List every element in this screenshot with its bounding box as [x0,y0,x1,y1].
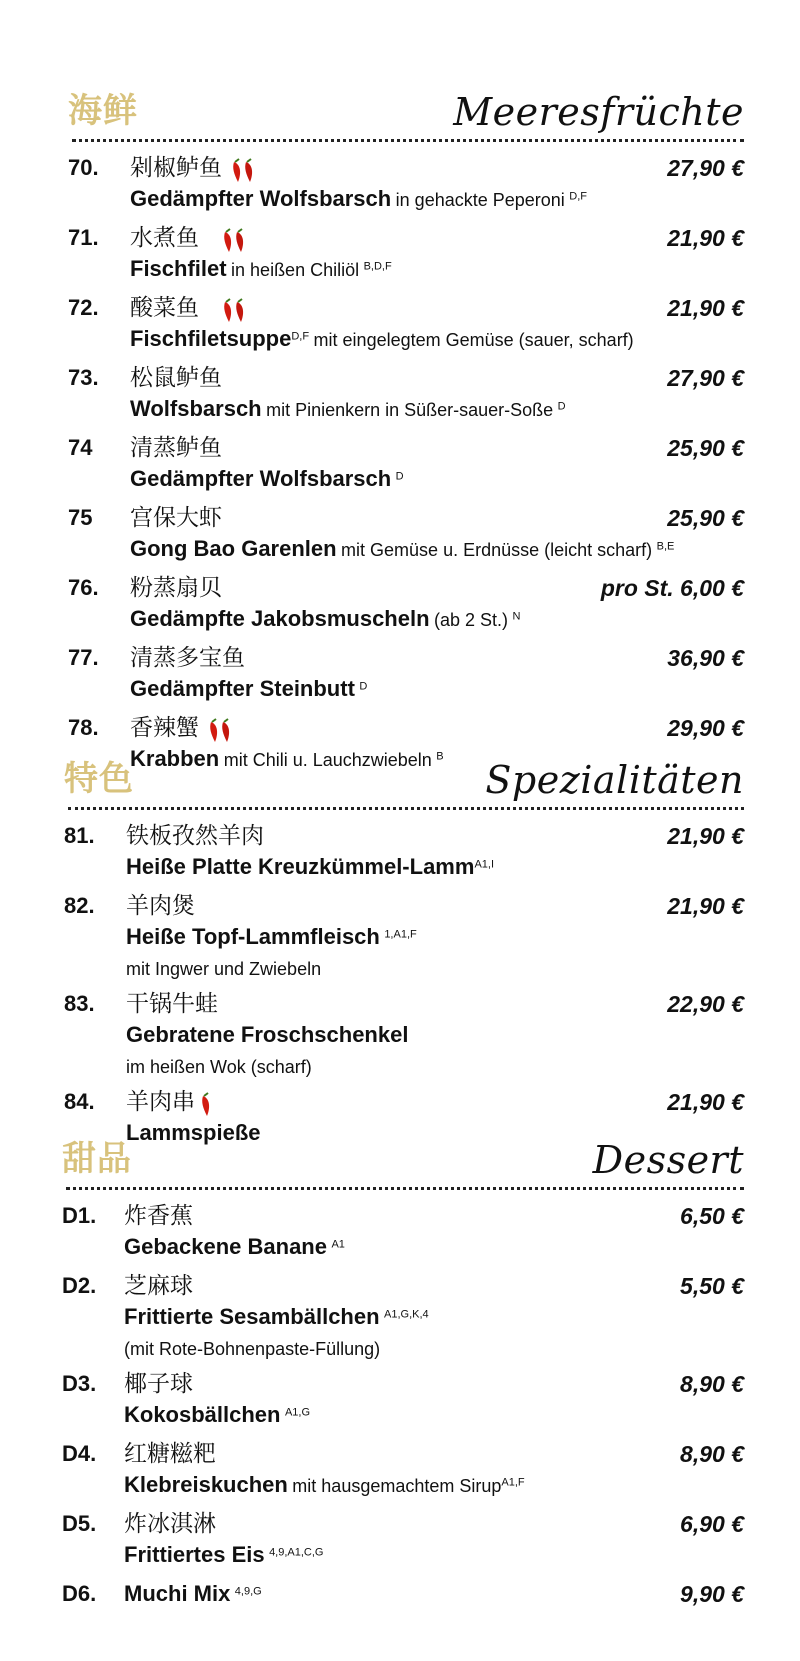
item-number: 77. [68,645,99,670]
item-name-cn: 酸菜鱼 [130,295,199,321]
item-name-de: Gedämpfter Wolfsbarsch [130,466,392,491]
item-price: 36,90 € [667,645,744,671]
item-name-cn: 椰子球 [124,1371,193,1397]
menu-item [64,988,744,1081]
item-name-de: Krabben [130,746,220,771]
item-name-cn: 清蒸鲈鱼 [130,435,222,461]
item-name-de: Kokosbällchen [124,1402,281,1427]
menu-list [64,820,744,1151]
item-name-cn: 芝麻球 [124,1273,193,1299]
allergen-codes: 1,A1,F [384,928,417,941]
menu-item [68,572,744,637]
section-title-cn: 海鲜 [68,91,138,131]
item-number: 71. [68,225,99,250]
item-price: 5,50 € [680,1273,744,1299]
menu-list [68,152,744,777]
item-name-cn: 炸香蕉 [124,1203,193,1229]
allergen-codes: D [359,680,368,693]
chili-pepper-icon [221,298,255,324]
item-number: D5. [62,1511,97,1536]
menu-item [62,1368,744,1433]
allergen-codes: B [436,750,444,763]
item-name-de: Heiße Topf-Lammfleisch [126,924,380,949]
allergen-codes: 4,9,A1,C,G [269,1546,324,1559]
item-number: 73. [68,365,99,390]
item-name-de: Klebreiskuchen [124,1472,288,1497]
chili-pepper-icon [230,158,264,184]
item-number: 82. [64,893,95,918]
chili-pepper-icon [197,1092,217,1118]
item-description: mit hausgemachtem Sirup [292,1476,502,1496]
item-name-cn: 清蒸多宝鱼 [130,645,245,671]
dotted-divider [68,807,744,810]
item-number: 84. [64,1089,95,1114]
menu-item [64,890,744,983]
menu-item [64,820,744,885]
item-subtext: (mit Rote-Bohnenpaste-Füllung) [124,1339,381,1359]
item-description: mit eingelegtem Gemüse (sauer, scharf) [313,330,634,350]
item-name-de: Gedämpfte Jakobsmuscheln [130,606,430,631]
menu-item [68,152,744,217]
item-price: 29,90 € [667,715,744,741]
item-name-de: Gebackene Banane [124,1234,327,1259]
section-title-cn: 甜品 [62,1139,132,1179]
menu-item [62,1270,744,1363]
item-name-de: Fischfiletsuppe [130,326,292,351]
chili-pepper-icon [221,228,255,254]
allergen-codes: D [395,470,404,483]
item-name-cn: 铁板孜然羊肉 [126,823,264,849]
menu-list [62,1200,744,1610]
item-name-cn: 剁椒鲈鱼 [130,155,222,181]
item-price: 21,90 € [667,295,744,321]
item-price: 6,90 € [680,1511,744,1537]
item-name-cn: 羊肉串 [126,1089,195,1115]
section-specials [64,748,744,1156]
item-number: 75 [68,505,93,530]
section-header [64,748,744,806]
chili-pepper-icon [207,718,241,744]
item-number: D4. [62,1441,97,1466]
item-price: 8,90 € [680,1441,744,1467]
item-price: 21,90 € [667,893,744,919]
item-name-de: Frittierte Sesambällchen [124,1304,380,1329]
menu-item [68,502,744,567]
item-name-de: Fischfilet [130,256,227,281]
item-name-cn: 红糖糍粑 [124,1441,216,1467]
item-name-cn: 炸冰淇淋 [124,1511,216,1537]
section-title-de: Dessert [592,1138,744,1182]
item-description: (ab 2 St.) [434,610,509,630]
allergen-codes: D,F [291,330,310,343]
dotted-divider [66,1187,744,1190]
item-name-cn: 水煮鱼 [130,225,199,251]
item-number: 70. [68,155,99,180]
item-number: D1. [62,1203,97,1228]
menu-item [68,222,744,287]
item-number: 76. [68,575,99,600]
item-price: 9,90 € [680,1581,744,1607]
item-name-de: Gedämpfter Steinbutt [130,676,355,701]
item-name-de: Muchi Mix [124,1581,231,1606]
item-description: mit Chili u. Lauchzwiebeln [223,750,432,770]
menu-item [68,362,744,427]
item-number: D2. [62,1273,97,1298]
section-seafood [68,80,744,782]
item-number: 74 [68,435,93,460]
allergen-codes: A1,G,K,4 [384,1308,429,1321]
item-price: 27,90 € [667,365,744,391]
allergen-codes: N [512,610,521,623]
menu-item [68,292,744,357]
item-name-de: Gong Bao Garenlen [130,536,337,561]
section-title-de: Meeresfrüchte [453,90,744,134]
allergen-codes: D [557,400,566,413]
item-subtext: mit Ingwer und Zwiebeln [126,959,322,979]
item-subtext: im heißen Wok (scharf) [126,1057,312,1077]
allergen-codes: 4,9,G [234,1585,262,1598]
item-name-de: Lammspieße [126,1120,261,1145]
section-header [68,80,744,138]
item-price: 25,90 € [667,435,744,461]
item-description: in heißen Chiliöl [231,260,360,280]
item-name-cn: 宫保大虾 [130,505,222,531]
item-number: 81. [64,823,95,848]
item-price: 27,90 € [667,155,744,181]
section-header [62,1128,744,1186]
menu-item [62,1200,744,1265]
item-name-de: Frittiertes Eis [124,1542,265,1567]
item-description: mit Pinienkern in Süßer-sauer-Soße [266,400,554,420]
item-description: mit Gemüse u. Erdnüsse (leicht scharf) [341,540,653,560]
item-number: D3. [62,1371,97,1396]
section-title-de: Spezialitäten [485,758,744,802]
item-number: D6. [62,1581,97,1606]
item-price: pro St. 6,00 € [600,575,744,601]
item-name-de: Wolfsbarsch [130,396,262,421]
menu-item [62,1438,744,1503]
item-name-cn: 松鼠鲈鱼 [130,365,222,391]
allergen-codes: D,F [569,190,587,203]
item-price: 21,90 € [667,1089,744,1115]
menu-item [68,642,744,707]
item-name-cn: 干锅牛蛙 [126,991,218,1017]
item-number: 78. [68,715,99,740]
section-dessert [62,1128,744,1615]
item-price: 6,50 € [680,1203,744,1229]
allergen-codes: A1 [331,1238,345,1251]
allergen-codes: B,D,F [363,260,392,273]
section-title-cn: 特色 [64,759,134,799]
item-price: 22,90 € [667,991,744,1017]
item-name-cn: 羊肉煲 [126,893,195,919]
item-description: in gehackte Peperoni [395,190,565,210]
item-price: 25,90 € [667,505,744,531]
item-number: 72. [68,295,99,320]
item-name-de: Gebratene Froschschenkel [126,1022,409,1047]
item-name-de: Gedämpfter Wolfsbarsch [130,186,392,211]
dotted-divider [72,139,744,142]
item-name-de: Heiße Platte Kreuzkümmel-Lamm [126,854,475,879]
item-price: 8,90 € [680,1371,744,1397]
menu-item [62,1578,744,1610]
item-name-cn: 粉蒸扇贝 [130,575,222,601]
allergen-codes: A1,I [474,858,495,871]
menu-item [62,1508,744,1573]
menu-item [68,432,744,497]
allergen-codes: A1,G [284,1406,311,1419]
item-price: 21,90 € [667,823,744,849]
allergen-codes: A1,F [501,1476,525,1489]
item-number: 83. [64,991,95,1016]
item-price: 21,90 € [667,225,744,251]
item-name-cn: 香辣蟹 [130,715,199,741]
allergen-codes: B,E [656,540,675,553]
